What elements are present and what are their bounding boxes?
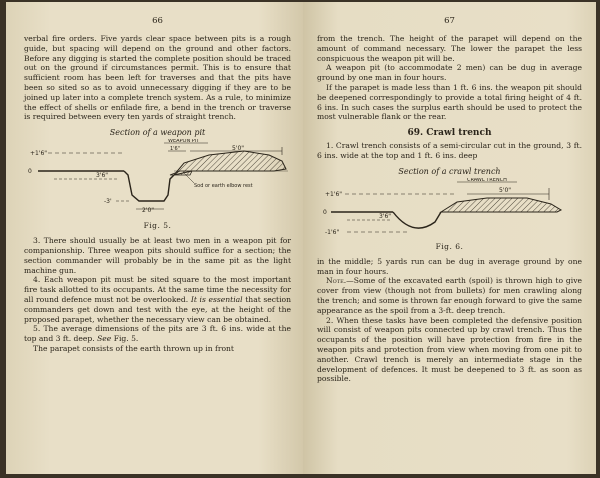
paragraph: The parapet consists of the earth thrown up in front xyxy=(33,343,234,353)
label-zero: 0 xyxy=(28,168,32,176)
figure-caption: Fig. 6. xyxy=(435,241,464,251)
figure-caption: Fig. 5. xyxy=(143,221,172,231)
page-number: 66 xyxy=(152,16,163,26)
right-page xyxy=(303,2,596,474)
spoil-heap xyxy=(441,198,561,212)
section-heading: 69. Crawl trench xyxy=(407,128,492,139)
trench-outline xyxy=(393,212,441,228)
paragraph: A weapon pit (to accommodate 2 men) can be dug in average ground by one man in four hours. xyxy=(317,63,582,83)
label-crawl-trench: CRAWL TRENCH xyxy=(467,177,507,183)
figure-title: Section of a weapon pit xyxy=(109,128,206,138)
paragraph: 2. When these tasks have been completed the defensive position will consist of weapon pits connected up by crawl trench. Thus the occupants of the position will have protection from fire in the weapon pits and protection from view when moving from one pit to another. Crawl trench is merely an intermediate stage in the development of defences. It must be deepened to 3 ft. as soon as possible. xyxy=(317,315,582,384)
label-5ft0: 5'0" xyxy=(499,186,512,194)
left-page xyxy=(6,2,303,474)
label-plus-1ft6: +1'6" xyxy=(325,190,343,198)
label-weapon-pit: WEAPON PIT xyxy=(168,139,200,145)
label-3ft6: 3'6" xyxy=(96,172,109,180)
paragraph: 5. The average dimensions of the pits are 3 ft. 6 ins. wide at the top and 3 ft. deep. See Fig. 5. xyxy=(24,324,291,344)
pit-outline xyxy=(124,171,174,201)
label-2ft0: 2'0" xyxy=(142,207,155,215)
book-spread xyxy=(6,2,596,474)
label-minus-3ft: -3' xyxy=(104,198,112,206)
paragraph: Note.—Some of the excavated earth (spoil) is thrown high to give cover from view (though not from bullets) for men crawling along the trench; and some is thrown far enough forward to give the same appearance as the spoil from a 3-ft. deep trench. xyxy=(317,276,582,315)
crawl-trench-diagram xyxy=(317,178,582,240)
paragraph: verbal fire orders. Five yards clear space between pits is a rough guide, but spacing will depend on the ground and other factors. Before any digging is started the complete position should be traced out on the ground if circumstances permit. This is to ensure that sufficient room has been left for traverses and that the pits have been so sited so as to avoid unnecessary digging if they are to be joined up later into a complete trench system. As a rule, to minimize the effect of shells or enfilade fire, a bend in the trench or traverse is required between every ten yards of straight trench. xyxy=(24,34,291,122)
label-minus-1ft6: -1'6" xyxy=(325,228,340,236)
page-number: 67 xyxy=(444,16,455,26)
paragraph: 3. There should usually be at least two men in a weapon pit for companionship. Three weapon pits should suffice for a section; the section commander will probably be in the same pit as the light machine gun. xyxy=(24,236,291,275)
label-1ft6-span: 1'6" xyxy=(170,146,181,153)
figure-title: Section of a crawl trench xyxy=(398,166,501,176)
weapon-pit-diagram xyxy=(24,139,291,219)
label-zero: 0 xyxy=(323,208,327,216)
label-5ft0: 5'0" xyxy=(232,145,245,153)
label-3ft6: 3'6" xyxy=(379,212,392,220)
paragraph: 1. Crawl trench consists of a semi-circular cut in the ground, 3 ft. 6 ins. wide at the top and 1 ft. 6 ins. deep xyxy=(317,141,582,160)
paragraph: 4. Each weapon pit must be sited square to the most important fire task allotted to its occupants. At the same time the necessity for all round defence must not be overlooked. It is essential that section commanders get down and test with the eye, at the height of the proposed parapet, whether the necessary view can be obtained. xyxy=(24,275,291,324)
paragraph: from the trench. The height of the parapet will depend on the amount of command necessary. The lower the parapet the less conspicuous the weapon pit will be. xyxy=(317,34,582,63)
paragraph: If the parapet is made less than 1 ft. 6 ins. the weapon pit should be deepened correspondingly to provide a total firing height of 4 ft. 6 ins. In such cases the surplus earth should be used to protect the most vulnerable flank or the rear. xyxy=(317,82,582,122)
label-elbow-rest: Sod or earth elbow rest xyxy=(194,183,253,190)
label-plus-1ft6: +1'6" xyxy=(30,150,48,158)
paragraph: in the middle; 5 yards run can be dug in average ground by one man in four hours. xyxy=(317,256,582,276)
